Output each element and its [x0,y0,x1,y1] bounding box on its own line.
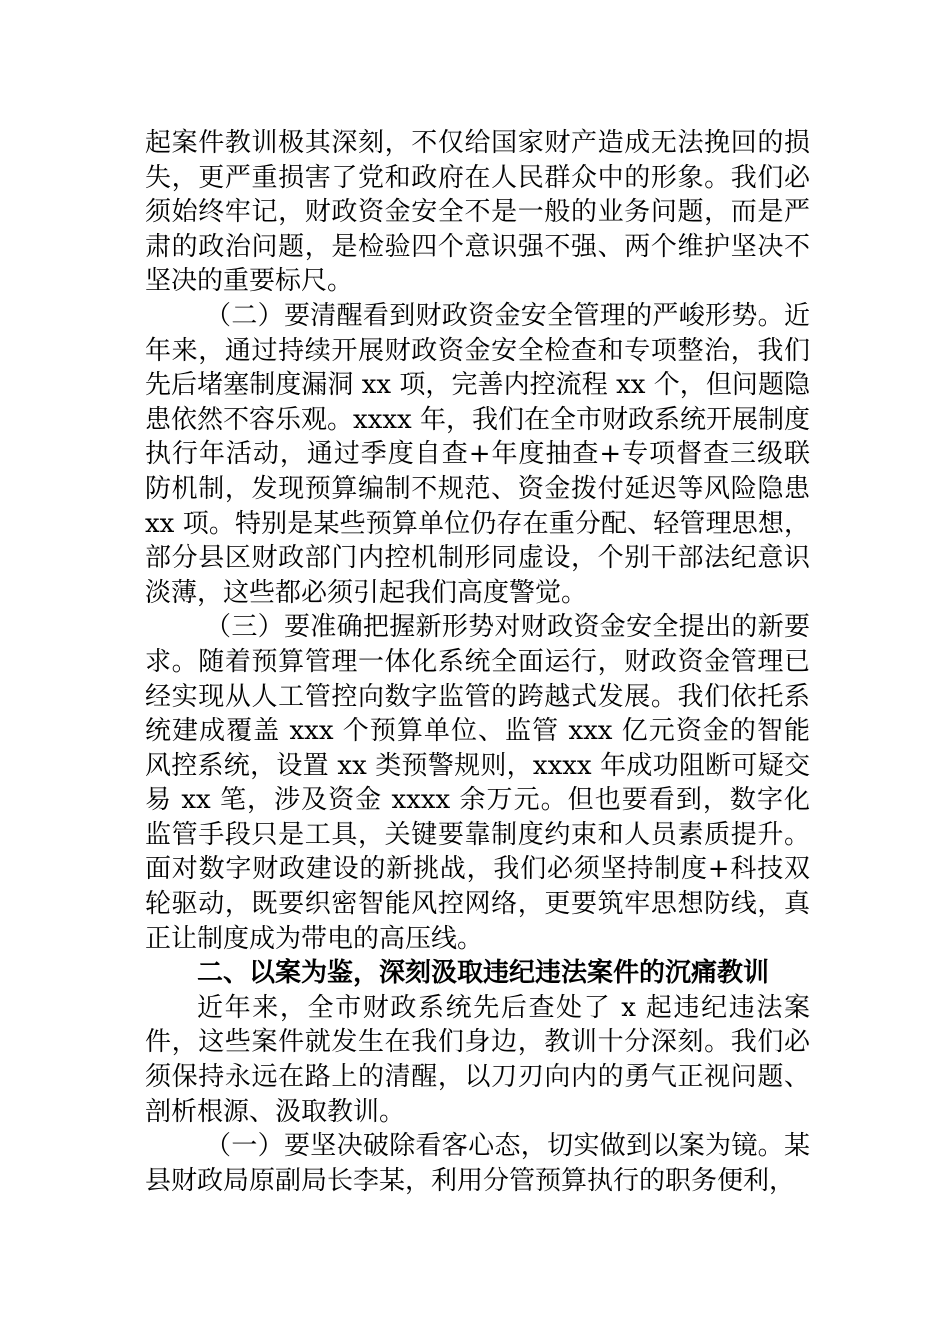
paragraph-section-3: （三）要准确把握新形势对财政资金安全提出的新要求。随着预算管理一体化系统全面运行，财政资金管理已经实现从人工管控向数字监管的跨越式发展。我们依托系统建成覆盖 xxx 个预算单位、监管 xxx 亿元资金的智能风控系统，设置 xx 类预警规则，xxxx 年成功阻断可疑交易 xx 笔，涉及资金 xxxx 余万元。但也要看到，数字化监管手段只是工具，关键要靠制度约束和人员素质提升。面对数字财政建设的新挑战，我们必须坚持制度+科技双轮驱动，既要织密智能风控网络，更要筑牢思想防线，真正让制度成为带电的高压线。 [145,612,810,954]
paragraph-subsection-1: （一）要坚决破除看客心态，切实做到以案为镜。某县财政局原副局长李某，利用分管预算执行的职务便利， [145,1131,810,1196]
paragraph-intro: 近年来，全市财政系统先后查处了 x 起违纪违法案件，这些案件就发生在我们身边，教训十分深刻。我们必须保持永远在路上的清醒，以刀刃向内的勇气正视问题、剖析根源、汲取教训。 [145,992,810,1127]
paragraph-continuation: 起案件教训极其深刻，不仅给国家财产造成无法挽回的损失，更严重损害了党和政府在人民群众中的形象。我们必须始终牢记，财政资金安全不是一般的业务问题，而是严肃的政治问题，是检验四个意识强不强、两个维护坚决不坚决的重要标尺。 [145,128,810,297]
document-body [145,126,810,1198]
section-heading-2: 二、以案为鉴，深刻汲取违纪违法案件的沉痛教训 [197,958,770,989]
paragraph-section-2: （二）要清醒看到财政资金安全管理的严峻形势。近年来，通过持续开展财政资金安全检查和专项整治，我们先后堵塞制度漏洞 xx 项，完善内控流程 xx 个，但问题隐患依然不容乐观。xxxx 年，我们在全市财政系统开展制度执行年活动，通过季度自查+年度抽查+专项督查三级联防机制，发现预算编制不规范、资金拨付延迟等风险隐患 xx 项。特别是某些预算单位仍存在重分配、轻管理思想，部分县区财政部门内控机制形同虚设，个别干部法纪意识淡薄，这些都必须引起我们高度警觉。 [145,300,810,608]
